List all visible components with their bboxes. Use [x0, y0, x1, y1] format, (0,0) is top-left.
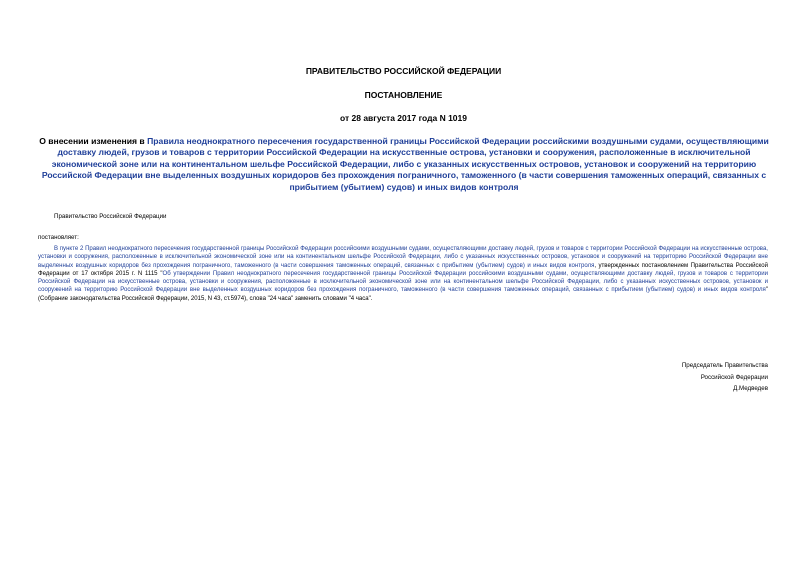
government-line: Правительство Российской Федерации [54, 213, 167, 220]
rules-point-link[interactable]: В пункте 2 Правил неоднократного пересечения государственной границы Российской Федерации российскими воздушными судами, осуществляющими доставку людей, грузов и товаров с территории Российской Федерации на искусственные острова, установки и сооружения, расположенные в исключительной экономической зоне или на континентальном шельфе Российской Федерации, либо с указанных искусственных островов, установок и сооружений на территорию Российской Федерации вне выделенных воздушных коридоров без прохождения пограничного, таможенного (в части совершения таможенных операций, связанных с прибытием (убытием) судов) и иных видов контроля [38, 246, 768, 269]
signature-line-3: Д.Медведев [733, 385, 768, 392]
resolves-line: постановляет: [38, 234, 79, 241]
date-number-heading: от 28 августа 2017 года N 1019 [340, 113, 467, 123]
body-paragraph [38, 245, 768, 303]
body-text-1: , утвержденных постановлением Правительства Российской Федерации от 17 октября 2015 г. N 1115 " [38, 262, 769, 277]
document-title [36, 136, 772, 193]
title-rules-link[interactable]: Правила неоднократного пересечения государственной границы Российской Федерации российскими воздушными судами, осуществляющими доставку людей, грузов и товаров с территории Российской Федерации на искусственные острова, установки и сооружения, расположенные в исключительной экономической зоне или на континентальном шельфе Российской Федерации, либо с указанных искусственных островов, установок и сооружений на территорию Российской Федерации вне выделенных воздушных коридоров без прохождения пограничного, таможенного (в части совершения таможенных операций, связанных с прибытием (убытием) судов) и иных видов контроля [41, 136, 769, 192]
title-prefix: О внесении изменения в [39, 136, 148, 146]
resolution-link[interactable]: Об утверждении Правил неоднократного пересечения государственной границы Российской Федерации российскими воздушными судами, осуществляющими доставку людей, грузов и товаров с территории Российской Федерации на искусственные острова, установки и сооружения, расположенные в исключительной экономической зоне или на континентальном шельфе Российской Федерации, либо с указанных искусственных островов, установок и сооружений на территорию Российской Федерации вне выделенных воздушных коридоров без прохождения пограничного, таможенного (в части совершения таможенных операций, связанных с прибытием (убытием) судов) и иных видов контроля [38, 270, 768, 294]
signature-block [682, 360, 768, 395]
document-type-heading: ПОСТАНОВЛЕНИЕ [364, 90, 443, 100]
government-heading: ПРАВИТЕЛЬСТВО РОССИЙСКОЙ ФЕДЕРАЦИИ [305, 66, 502, 76]
signature-line-1: Председатель Правительства [681, 362, 768, 369]
signature-line-2: Российской Федерации [700, 373, 768, 381]
body-text-2: " (Собрание законодательства Российской Федерации, 2015, N 43, ст.5974), слова "24 часа" заменить словами "4 часа". [38, 287, 768, 302]
